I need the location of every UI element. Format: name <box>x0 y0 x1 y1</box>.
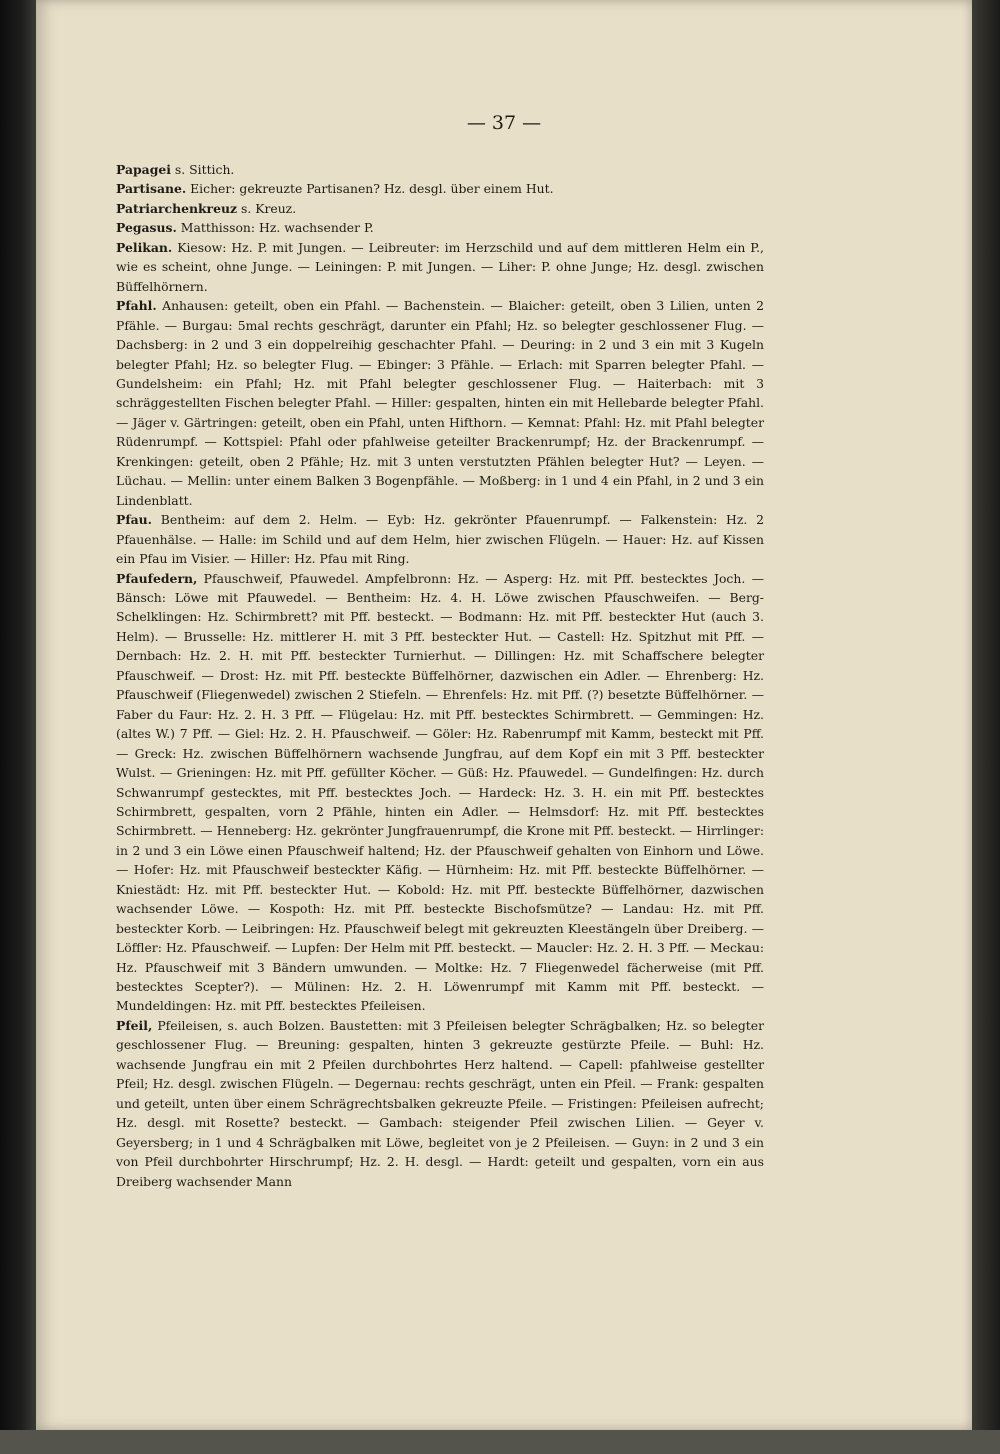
entry-head: Pelikan. <box>116 239 173 255</box>
book-spine-edge <box>0 0 36 1454</box>
entry-text: Kiesow: Hz. P. mit Jungen. — Leibreuter: im Herzschild und auf dem mittleren Helm ein P., wie es scheint, ohne Junge. — Leiningen: P. mit Jungen. — Liher: P. ohne Junge; Hz. desgl. zwischen Büffelhörnern. <box>116 239 764 294</box>
entry-pfaufedern <box>116 569 764 1016</box>
entry-head: Papagei <box>116 162 171 177</box>
entry-pelikan <box>116 238 764 296</box>
entry-head: Pfeil, <box>116 1017 153 1033</box>
entry-head: Pegasus. <box>116 220 177 236</box>
entry-pfau <box>116 510 764 568</box>
entry-pfahl <box>116 296 764 510</box>
entry-text: Pfeileisen, s. auch Bolzen. Baustetten: mit 3 Pfeileisen belegter Schrägbalken; Hz. so belegter geschlossener Flug. — Breuning: gespalten, hinten 3 gekreuzte gestürzte Pfeile. — Buhl: Hz. wachsende Jungfrau ein mit 2 Pfeilen durchbohrtes Herz haltend. — Capell: pfahlweise gestellter Pfeil; Hz. desgl. zwischen Flügeln. — Degernau: rechts geschrägt, unten ein Pfeil. — Frank: gespalten und geteilt, unten über einem Schrägrechtsbalken gekreuzte Pfeile. — Fristingen: Pfeileisen aufrecht; Hz. desgl. mit Rosette? besteckt. — Gambach: steigender Pfeil zwischen Lilien. — Geyer v. Geyersberg; in 1 und 4 Schrägbalken mit Löwe, begleitet von je 2 Pfeileisen. — Guyn: in 2 und 3 ein von Pfeil durchbohrter Hirschrumpf; Hz. 2. H. desgl. — Hardt: geteilt und gespalten, vorn ein aus Dreiberg wachsender Mann <box>116 1017 764 1189</box>
entry-head: Partisane. <box>116 181 187 197</box>
entry-text: Bentheim: auf dem 2. Helm. — Eyb: Hz. gekrönter Pfauenrumpf. — Falkenstein: Hz. 2 Pfauenhälse. — Halle: im Schild und auf dem Helm, hier zwischen Flügeln. — Hauer: Hz. auf Kissen ein Pfau im Visier. — Hiller: Hz. Pfau mit Ring. <box>116 512 764 567</box>
entry-papagei <box>116 160 764 179</box>
entry-head: Pfahl. <box>116 298 157 314</box>
entry-head: Patriarchenkreuz <box>116 200 238 216</box>
entry-text: s. Kreuz. <box>237 200 297 216</box>
entry-pfeil <box>116 1016 764 1191</box>
book-page <box>36 0 972 1430</box>
entry-text: Matthisson: Hz. wachsender P. <box>176 220 374 236</box>
book-fore-edge <box>972 0 1000 1454</box>
page-number: — 37 — <box>466 112 542 134</box>
entry-text: Anhausen: geteilt, oben ein Pfahl. — Bachenstein. — Blaicher: geteilt, oben 3 Lilien, unten 2 Pfähle. — Burgau: 5mal rechts geschrägt, darunter ein Pfahl; Hz. so belegter geschlossener Flug. — Dachsberg: in 2 und 3 ein doppelreihig geschachter Pfahl. — Deuring: in 2 und 3 ein mit 3 Kugeln belegter Pfahl; Hz. so belegter Flug. — Ebinger: 3 Pfähle. — Erlach: mit Sparren belegter Pfahl. — Gundelsheim: ein Pfahl; Hz. mit Pfahl belegter geschlossener Flug. — Haiterbach: mit 3 schräggestellten Fischen belegter Pfahl. — Hiller: gespalten, hinten ein mit Hellebarde belegter Pfahl. — Jäger v. Gärtringen: geteilt, oben ein Pfahl, unten Hifthorn. — Kemnat: Pfahl: Hz. mit Pfahl belegter Rüdenrumpf. — Kottspiel: Pfahl oder pfahlweise geteilter Brackenrumpf; Hz. der Brackenrumpf. — Krenkingen: geteilt, oben 2 Pfähle; Hz. mit 3 unten verstutzten Pfählen belegter Hut? — Leyen. — Lüchau. — Mellin: unter einem Balken 3 Bogenpfähle. — Moßberg: in 1 und 4 ein Pfahl, in 2 und 3 ein Lindenblatt. <box>116 298 764 508</box>
entry-head: Pfau. <box>116 512 152 528</box>
entry-text: Pfauschweif, Pfauwedel. Ampfelbronn: Hz. — Asperg: Hz. mit Pff. bestecktes Joch. — Bänsch: Löwe mit Pfauwedel. — Bentheim: Hz. 4. H. Löwe zwischen Pfauschweifen. — Berg-Schelklingen: Hz. Schirmbrett? mit Pff. besteckt. — Bodmann: Hz. mit Pff. besteckter Hut (auch 3. Helm). — Brusselle: Hz. mittlerer H. mit 3 Pff. besteckter Hut. — Castell: Hz. Spitzhut mit Pff. — Dernbach: Hz. 2. H. mit Pff. besteckter Turnierhut. — Dillingen: Hz. mit Schaffschere belegter Pfauschweif. — Drost: Hz. mit Pff. besteckte Büffelhörner, dazwischen ein Adler. — Ehrenberg: Hz. Pfauschweif (Fliegenwedel) zwischen 2 Stiefeln. — Ehrenfels: Hz. mit Pff. (?) besetzte Büffelhörner. — Faber du Faur: Hz. 2. H. 3 Pff. — Flügelau: Hz. mit Pff. bestecktes Schirmbrett. — Gemmingen: Hz. (altes W.) 7 Pff. — Giel: Hz. 2. H. Pfauschweif. — Göler: Hz. Rabenrumpf mit Kamm, besteckt mit Pff. — Greck: Hz. zwischen Büffelhörnern wachsende Jungfrau, auf dem Kopf ein mit 3 Pff. besteckter Wulst. — Grieningen: Hz. mit Pff. gefüllter Köcher. — Güß: Hz. Pfauwedel. — Gundelfingen: Hz. durch Schwanrumpf gestecktes, mit Pff. bestecktes Joch. — Hardeck: Hz. 3. H. ein mit Pff. bestecktes Schirmbrett, gespalten, vorn 2 Pfähle, hinten ein Adler. — Helmsdorf: Hz. mit Pff. bestecktes Schirmbrett. — Henneberg: Hz. gekrönter Jungfrauenrumpf, die Krone mit Pff. besteckt. — Hirrlinger: in 2 und 3 ein Löwe einen Pfauschweif haltend; Hz. der Pfauschweif gehalten von Einhorn und Löwe. — Hofer: Hz. mit Pfauschweif besteckter Käfig. — Hürnheim: Hz. mit Pff. besteckte Büffelhörner. — Kniestädt: Hz. mit Pff. besteckter Hut. — Kobold: Hz. mit Pff. besteckte Büffelhörner, dazwischen wachsender Löwe. — Kospoth: Hz. mit Pff. besteckte Bischofsmütze? — Landau: Hz. mit Pff. besteckter Korb. — Leibringen: Hz. Pfauschweif belegt mit gekreuzten Kleestängeln über Dreiberg. — Löffler: Hz. Pfauschweif. — Lupfen: Der Helm mit Pff. besteckt. — Maucler: Hz. 2. H. 3 Pff. — Meckau: Hz. Pfauschweif mit 3 Bändern umwunden. — Moltke: Hz. 7 Fliegenwedel fächerweise (mit Pff. bestecktes Scepter?). — Mülinen: Hz. 2. H. Löwenrumpf mit Kamm mit Pff. besteckt. — Mundeldingen: Hz. mit Pff. bestecktes Pfeileisen. <box>116 570 764 1014</box>
entry-head: Pfaufedern, <box>116 570 198 586</box>
entry-text: Eicher: gekreuzte Partisanen? Hz. desgl. über einem Hut. <box>186 181 554 197</box>
entry-list <box>116 160 764 1191</box>
entry-pegasus <box>116 218 764 237</box>
entry-text: s. Sittich. <box>170 162 235 177</box>
entry-patriarchenkreuz <box>116 199 764 218</box>
scan-bottom-edge <box>0 1430 1000 1454</box>
entry-partisane <box>116 179 764 198</box>
